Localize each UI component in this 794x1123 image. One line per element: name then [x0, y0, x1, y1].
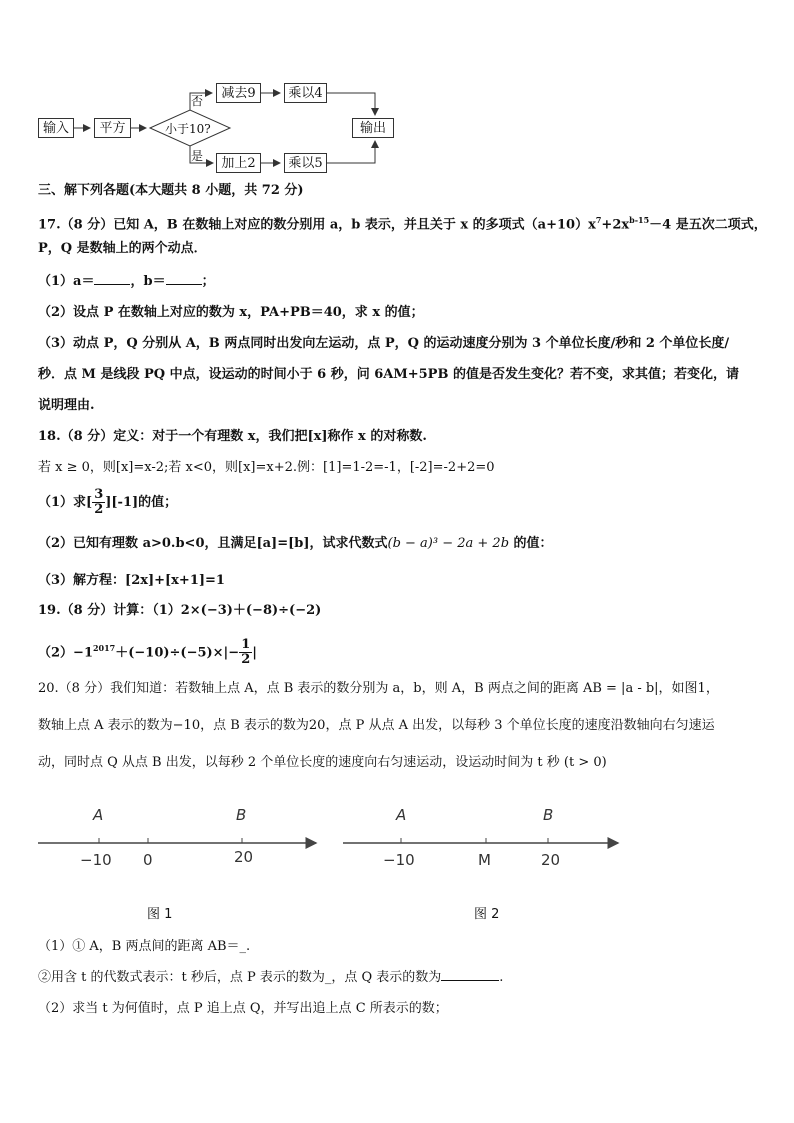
flow-output-box: 输出 — [352, 118, 394, 138]
fig1-caption: 图 1 — [147, 907, 173, 922]
fig2-tick-2: M — [478, 851, 491, 869]
q19-line1: 19.（8 分）计算：（1）2×(−3)＋(−8)÷(−2) — [38, 603, 322, 618]
q18-part2: （2）已知有理数 a>0.b<0，且满足[a]=[b]，试求代数式(b − a)³ − 2a + 2b 的值： — [38, 536, 553, 551]
fig1-point-b: B — [236, 806, 247, 824]
q20-line1: 20.（8 分）我们知道：若数轴上点 A，点 B 表示的数分别为 a，b，则 A，B 两点之间的距离 AB = |a - b|，如图1， — [38, 681, 719, 696]
flow-mul4-box: 乘以4 — [284, 83, 327, 103]
q18-line1: 18.（8 分）定义：对于一个有理数 x，我们把[x]称作 x 的对称数. — [38, 429, 427, 444]
q17-part2: （2）设点 P 在数轴上对应的数为 x，PA+PB＝40，求 x 的值； — [38, 305, 424, 320]
flow-no-label: 否 — [191, 94, 204, 108]
q17-part3-line1: （3）动点 P，Q 分别从 A，B 两点同时出发向左运动，点 P，Q 的运动速度分别为 3 个单位长度/秒和 2 个单位长度/ — [38, 336, 730, 351]
q17-line2: P，Q 是数轴上的两个动点． — [38, 241, 207, 256]
flow-input-box: 输入 — [38, 118, 74, 138]
flowchart-connectors — [0, 0, 794, 180]
fig1-tick-3: 20 — [234, 848, 254, 866]
q17-line1: 17.（8 分）已知 A，B 在数轴上对应的数分别用 a，b 表示，并且关于 x 的多项式$(a+10)x^7+2x^{b-15}-4$ 是五次二项式， — [38, 215, 767, 233]
fig2-tick-1: −10 — [383, 851, 415, 869]
fig1-tick-1: −10 — [80, 851, 112, 869]
section-heading: 三、解下列各题(本大题共 8 小题，共 72 分) — [38, 183, 304, 198]
q18-line2: 若 x ≥ 0，则[x]=x-2;若 x<0，则[x]=x+2.例：[1]=1-2=-1，[-2]=-2+2=0 — [38, 460, 495, 475]
q17-part3-line3: 说明理由. — [38, 398, 95, 413]
flow-decision: 小于10? — [165, 122, 211, 136]
flow-add-box: 加上2 — [216, 153, 261, 173]
q20-part1-2: ②用含 t 的代数式表示：t 秒后，点 P 表示的数为_，点 Q 表示的数为 . — [38, 970, 504, 985]
flow-square-box: 平方 — [94, 118, 131, 138]
fig2-point-a: A — [396, 806, 407, 824]
q20-line2: 数轴上点 A 表示的数为−10，点 B 表示的数为20，点 P 从点 A 出发，以每秒 3 个单位长度的速度沿数轴向右匀速运 — [38, 718, 715, 733]
q18-part3: （3）解方程：[2x]+[x+1]=1 — [38, 573, 225, 588]
q17-part1: （1）a＝ ，b＝ ； — [38, 274, 215, 289]
q20-line3: 动，同时点 Q 从点 B 出发，以每秒 2 个单位长度的速度向右匀速运动，设运动时间为 t 秒 (t > 0) — [38, 755, 607, 770]
q20-part2: （2）求当 t 为何值时，点 P 追上点 Q，并写出追上点 C 所表示的数； — [38, 1001, 448, 1016]
flow-subtract-box: 减去9 — [216, 83, 261, 103]
fig2-tick-3: 20 — [541, 851, 561, 869]
q20-part1-1: （1）① A，B 两点间的距离 AB＝_. — [38, 939, 251, 954]
fig1-point-a: A — [93, 806, 104, 824]
fig2-point-b: B — [543, 806, 554, 824]
flow-yes-label: 是 — [191, 149, 204, 163]
flow-mul5-box: 乘以5 — [284, 153, 327, 173]
fig2-caption: 图 2 — [474, 907, 500, 922]
fig1-tick-2: 0 — [143, 851, 153, 869]
q19-part2: $(2)-1^{2017}+(-10)\div(-5)\times|-$ $\frac{1}{2}$ | — [38, 637, 257, 668]
q17-part3-line2: 秒．点 M 是线段 PQ 中点，设运动的时间小于 6 秒，问 6AM+5PB 的值是否发生变化？若不变，求其值；若变化，请 — [38, 367, 739, 382]
q18-part1: （1）求[ $\frac{3}{2}$ ][-1]的值； — [38, 487, 178, 517]
